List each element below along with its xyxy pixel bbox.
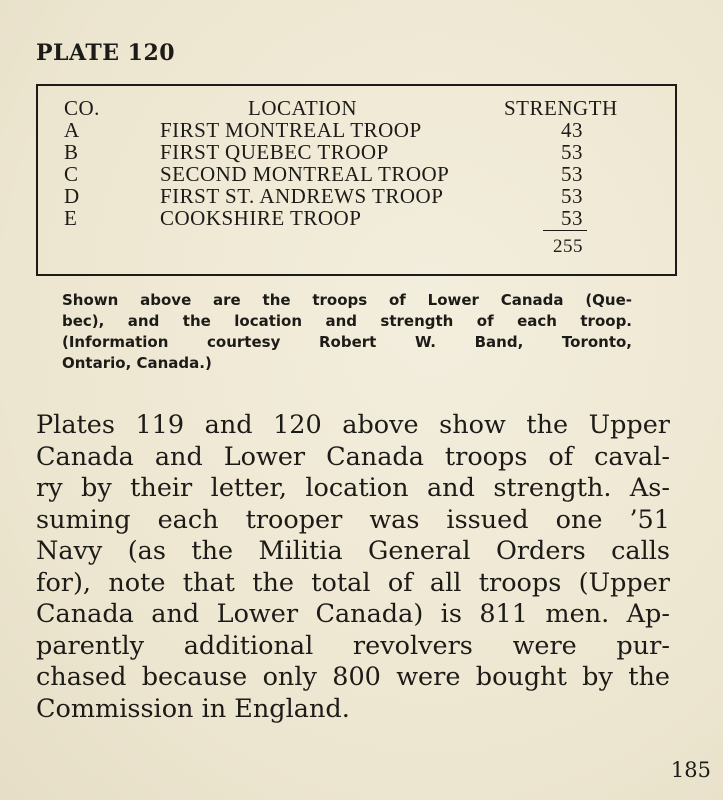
caption-line: Ontario, Canada.) — [62, 354, 212, 372]
page-number: 185 — [670, 758, 711, 782]
caption-line: (Information courtesy Robert W. Band, Toronto, — [62, 333, 632, 351]
troop-table — [36, 84, 677, 276]
row-co: D — [64, 184, 80, 208]
body-line: parently additional revolvers were pur- — [36, 630, 670, 661]
body-line: Commission in England. — [36, 693, 350, 724]
row-location: FIRST MONTREAL TROOP — [160, 118, 422, 142]
row-strength: 53 — [561, 162, 583, 186]
plate-title: PLATE 120 — [36, 40, 176, 66]
header-strength: STRENGTH — [504, 96, 618, 120]
row-co: E — [64, 206, 78, 230]
row-co: C — [64, 162, 79, 186]
row-strength: 43 — [561, 118, 583, 142]
body-paragraph — [36, 410, 670, 725]
row-co: A — [64, 118, 80, 142]
header-location: LOCATION — [248, 96, 357, 120]
row-co: B — [64, 140, 79, 164]
row-location: SECOND MONTREAL TROOP — [160, 162, 450, 186]
row-strength: 53 — [561, 140, 583, 164]
row-strength: 53 — [561, 206, 583, 230]
row-location: FIRST QUEBEC TROOP — [160, 140, 389, 164]
row-location: COOKSHIRE TROOP — [160, 206, 362, 230]
body-line: for), note that the total of all troops (Upper — [36, 567, 670, 598]
header-co: CO. — [64, 96, 100, 120]
total-strength: 255 — [553, 236, 583, 257]
caption-line: Shown above are the troops of Lower Canada (Que- — [62, 291, 632, 309]
body-line: ry by their letter, location and strength. As- — [36, 473, 670, 503]
body-line: Plates 119 and 120 above show the Upper — [36, 410, 670, 440]
body-line: Canada and Lower Canada troops of caval- — [36, 441, 670, 472]
plate-caption — [62, 290, 632, 374]
caption-line: bec), and the location and strength of each troop. — [62, 312, 632, 330]
row-strength: 53 — [561, 184, 583, 208]
body-line: Navy (as the Militia General Orders calls — [36, 536, 670, 566]
row-location: FIRST ST. ANDREWS TROOP — [160, 184, 444, 208]
body-line: Canada and Lower Canada) is 811 men. Ap- — [36, 599, 670, 629]
body-line: chased because only 800 were bought by the — [36, 662, 670, 692]
body-line: suming each trooper was issued one ’51 — [36, 504, 670, 535]
total-rule — [543, 230, 587, 231]
